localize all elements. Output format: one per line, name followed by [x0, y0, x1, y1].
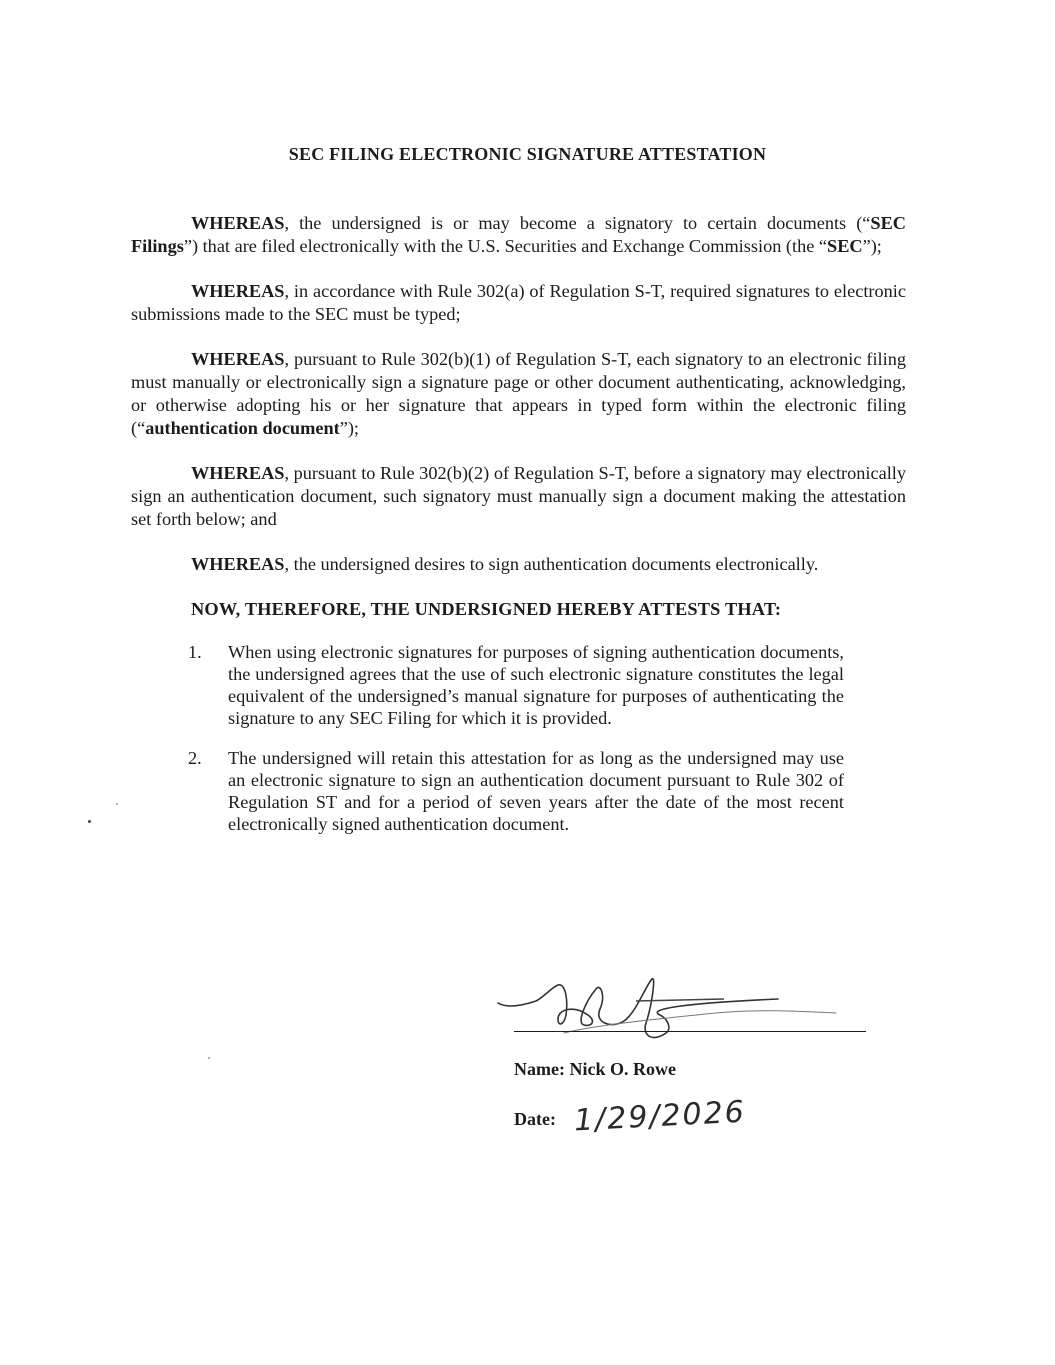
paragraph-text: ”); — [862, 236, 882, 256]
whereas-paragraph-4 — [131, 462, 906, 531]
scan-speck — [88, 820, 91, 823]
attestation-list — [188, 641, 844, 835]
whereas-label: WHEREAS — [191, 554, 285, 574]
signature-block — [496, 975, 876, 1145]
whereas-label: WHEREAS — [191, 349, 285, 369]
whereas-paragraph-1 — [131, 212, 906, 258]
defined-term-sec-filings: SEC Filings — [131, 213, 906, 256]
paragraph-text: , pursuant to Rule 302(b)(2) of Regulation S-T, before a signatory may electronically sign an authentication document, such signatory must manually sign a document making the attestation set forth below; and — [131, 463, 906, 529]
signatory-name: Name: Nick O. Rowe — [514, 1059, 676, 1079]
scan-speck — [116, 803, 118, 805]
list-item-number: 1. — [188, 642, 202, 662]
whereas-paragraph-3 — [131, 348, 906, 440]
list-item-text: The undersigned will retain this attestation for as long as the undersigned may use an electronic signature to sign an authentication document pursuant to Rule 302 of Regulation ST and for a period of seven years after the date of the most recent electronically signed authentication document. — [228, 748, 844, 834]
document-body — [131, 212, 906, 853]
scan-speck — [208, 1057, 210, 1059]
whereas-paragraph-5 — [131, 553, 906, 576]
list-item-number: 2. — [188, 748, 202, 768]
handwritten-date: 1/29/2026 — [573, 1094, 747, 1139]
defined-term-authentication-document: authentication document — [145, 418, 340, 438]
paragraph-text: ”); — [339, 418, 359, 438]
whereas-label: WHEREAS — [191, 463, 285, 483]
now-therefore-heading: NOW, THEREFORE, THE UNDERSIGNED HEREBY ATTESTS THAT: — [191, 599, 782, 619]
paragraph-text: ”) that are filed electronically with the U.S. Securities and Exchange Commission (the “ — [183, 236, 828, 256]
paragraph-text: , the undersigned is or may become a signatory to certain documents (“ — [284, 213, 871, 233]
whereas-label: WHEREAS — [191, 281, 285, 301]
whereas-label: WHEREAS — [191, 213, 285, 233]
whereas-paragraph-2 — [131, 280, 906, 326]
list-item — [188, 641, 844, 729]
defined-term-sec: SEC — [827, 236, 863, 256]
handwritten-signature — [496, 975, 876, 1055]
document-title: SEC FILING ELECTRONIC SIGNATURE ATTESTATION — [288, 144, 767, 164]
list-item-text: When using electronic signatures for purposes of signing authentication documents, the undersigned agrees that the use of such electronic signature constitutes the legal equivalent of the undersigned’s manual signature for purposes of authenticating the signature to any SEC Filing for which it is provided. — [228, 642, 844, 728]
paragraph-text: , pursuant to Rule 302(b)(1) of Regulation S-T, each signatory to an electronic filing must manually or electronically sign a signature page or other document authenticating, acknowledging, or otherwise adopting his or her signature that appears in typed form within the electronic filing (“ — [131, 349, 906, 438]
paragraph-text: , in accordance with Rule 302(a) of Regulation S-T, required signatures to electronic submissions made to the SEC must be typed; — [131, 281, 906, 324]
date-label: Date: — [514, 1109, 556, 1129]
paragraph-text: , the undersigned desires to sign authentication documents electronically. — [284, 554, 819, 574]
signature-line — [514, 1031, 866, 1032]
list-item — [188, 747, 844, 835]
